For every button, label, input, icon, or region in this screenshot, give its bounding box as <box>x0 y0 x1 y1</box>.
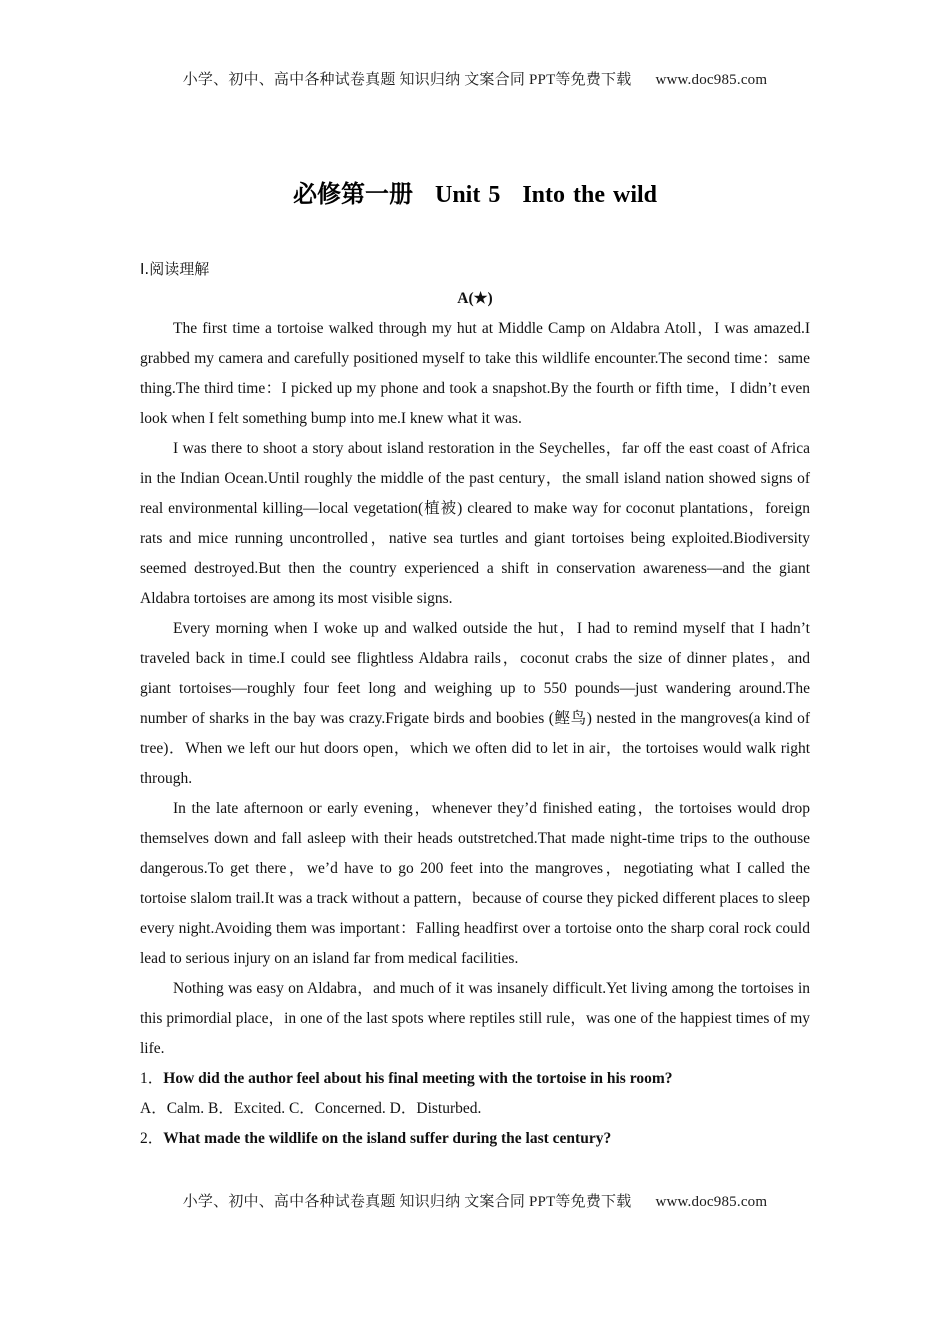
part-label: A(★) <box>457 290 493 307</box>
document-body <box>140 254 810 1154</box>
passage-paragraph-1: The first time a tortoise walked through my hut at Middle Camp on Aldabra Atoll，I was amazed.I grabbed my camera and carefully positioned myself to take this wildlife encounter.The second time：same thing.The third time：I picked up my phone and took a snapshot.By the fourth or fifth time，I didn’t even look when I felt something bump into me.I knew what it was. <box>140 320 810 427</box>
footer-site-link[interactable]: www.doc985.com <box>655 1194 768 1210</box>
passage-paragraph-5: Nothing was easy on Aldabra，and much of it was insanely difficult.Yet living among the tortoises in this primordial place，in one of the last spots where reptiles still rule，was one of the happiest times of my life. <box>140 980 810 1057</box>
header-site-link[interactable]: www.doc985.com <box>655 72 768 88</box>
question-1-text: How did the author feel about his final meeting with the tortoise in his room? <box>163 1070 673 1087</box>
header-text: 小学、初中、高中各种试卷真题 知识归纳 文案合同 PPT等免费下载 <box>182 72 632 88</box>
title-book: 必修第一册 <box>292 182 413 208</box>
question-2-text: What made the wildlife on the island suffer during the last century? <box>163 1130 612 1147</box>
passage-paragraph-4: In the late afternoon or early evening，whenever they’d finished eating，the tortoises would drop themselves down and fall asleep with their heads outstretched.That made night-time trips to the outhouse dangerous.To get there，we’d have to go 200 feet into the mangroves，negotiating what I called the tortoise slalom trail.It was a track without a pattern，because of course they picked different places to sleep every night.Avoiding them was important：Falling headfirst over a tortoise onto the sharp coral rock could lead to serious injury on an island far from medical facilities. <box>140 800 810 967</box>
question-2-number: 2． <box>140 1130 164 1147</box>
section-heading: Ⅰ.阅读理解 <box>140 260 210 278</box>
page-footer <box>0 1190 950 1211</box>
title-topic: Into the wild <box>522 182 658 208</box>
passage-paragraph-3: Every morning when I woke up and walked outside the hut，I had to remind myself that I hadn’t traveled back in time.I could see flightless Aldabra rails，coconut crabs the size of dinner plates，and giant tortoises—roughly four feet long and weighing up to 550 pounds—just wandering around.The number of sharks in the bay was crazy.Frigate birds and boobies (鲣鸟) nested in the mangroves(a kind of tree)．When we left our hut doors open，which we often did to let in air，the tortoises would walk right through. <box>140 620 810 787</box>
page-header <box>0 68 950 89</box>
question-1 <box>140 1064 810 1094</box>
footer-text: 小学、初中、高中各种试卷真题 知识归纳 文案合同 PPT等免费下载 <box>182 1194 632 1210</box>
document-title <box>0 174 950 209</box>
question-1-options: A．Calm. B．Excited. C．Concerned. D．Disturbed. <box>140 1100 482 1117</box>
question-1-number: 1． <box>140 1070 164 1087</box>
passage-paragraph-2: I was there to shoot a story about island restoration in the Seychelles，far off the east coast of Africa in the Indian Ocean.Until roughly the middle of the past century，the small island nation showed signs of real environmental killing—local vegetation(植被) cleared to make way for coconut plantations，foreign rats and mice running uncontrolled，native sea turtles and giant tortoises being exploited.Biodiversity seemed destroyed.But then the country experienced a shift in conservation awareness—and the giant Aldabra tortoises are among its most visible signs. <box>140 440 810 607</box>
title-unit: Unit 5 <box>434 182 501 208</box>
question-2 <box>140 1124 810 1154</box>
